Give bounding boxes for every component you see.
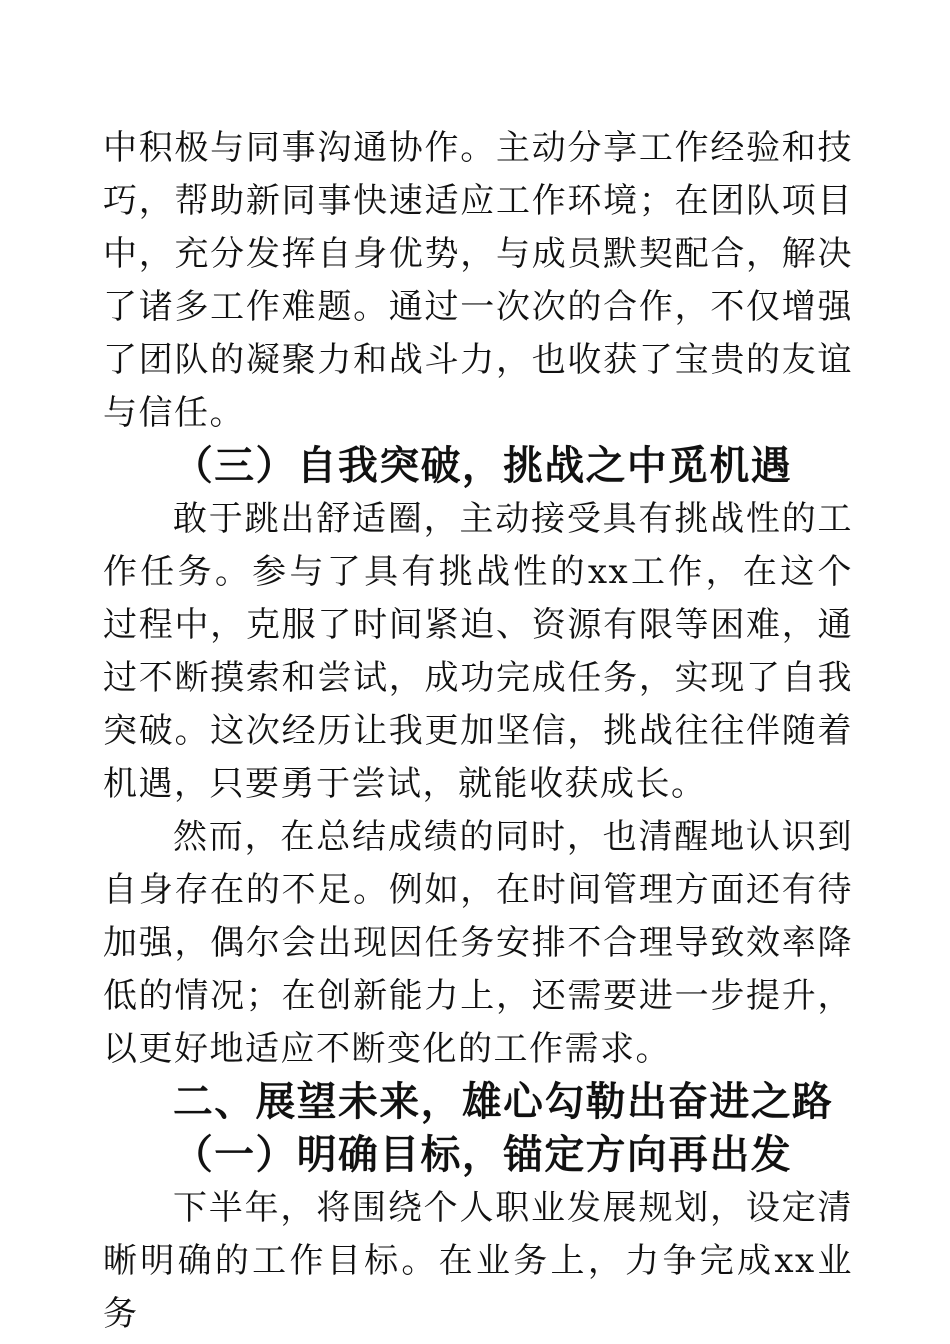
chapter-heading-outlook: 二、展望未来，雄心勾勒出奋进之路	[173, 1079, 834, 1125]
paragraph-second-half-plan: 下半年，将围绕个人职业发展规划，设定清晰明确的工作目标。在业务上，力争完成xx业务	[103, 1188, 853, 1334]
section-heading-goals: （一）明确目标，锚定方向再出发	[173, 1132, 792, 1178]
paragraph-shortcomings: 然而，在总结成绩的同时，也清醒地认识到自身存在的不足。例如，在时间管理方面还有待加强，偶尔会出现因任务安排不合理导致效率降低的情况；在创新能力上，还需要进一步提升，以更好地适应不断变化的工作需求。	[103, 817, 853, 1069]
section-heading-self-breakthrough: （三）自我突破，挑战之中觅机遇	[173, 443, 792, 489]
paragraph-challenge: 敢于跳出舒适圈，主动接受具有挑战性的工作任务。参与了具有挑战性的xx工作，在这个过程中，克服了时间紧迫、资源有限等困难，通过不断摸索和尝试，成功完成任务，实现了自我突破。这次经历让我更加坚信，挑战往往伴随着机遇，只要勇于尝试，就能收获成长。	[103, 499, 853, 804]
document-page	[103, 122, 853, 1341]
paragraph-teamwork: 中积极与同事沟通协作。主动分享工作经验和技巧，帮助新同事快速适应工作环境；在团队项目中，充分发挥自身优势，与成员默契配合，解决了诸多工作难题。通过一次次的合作，不仅增强了团队的凝聚力和战斗力，也收获了宝贵的友谊与信任。	[103, 128, 853, 433]
